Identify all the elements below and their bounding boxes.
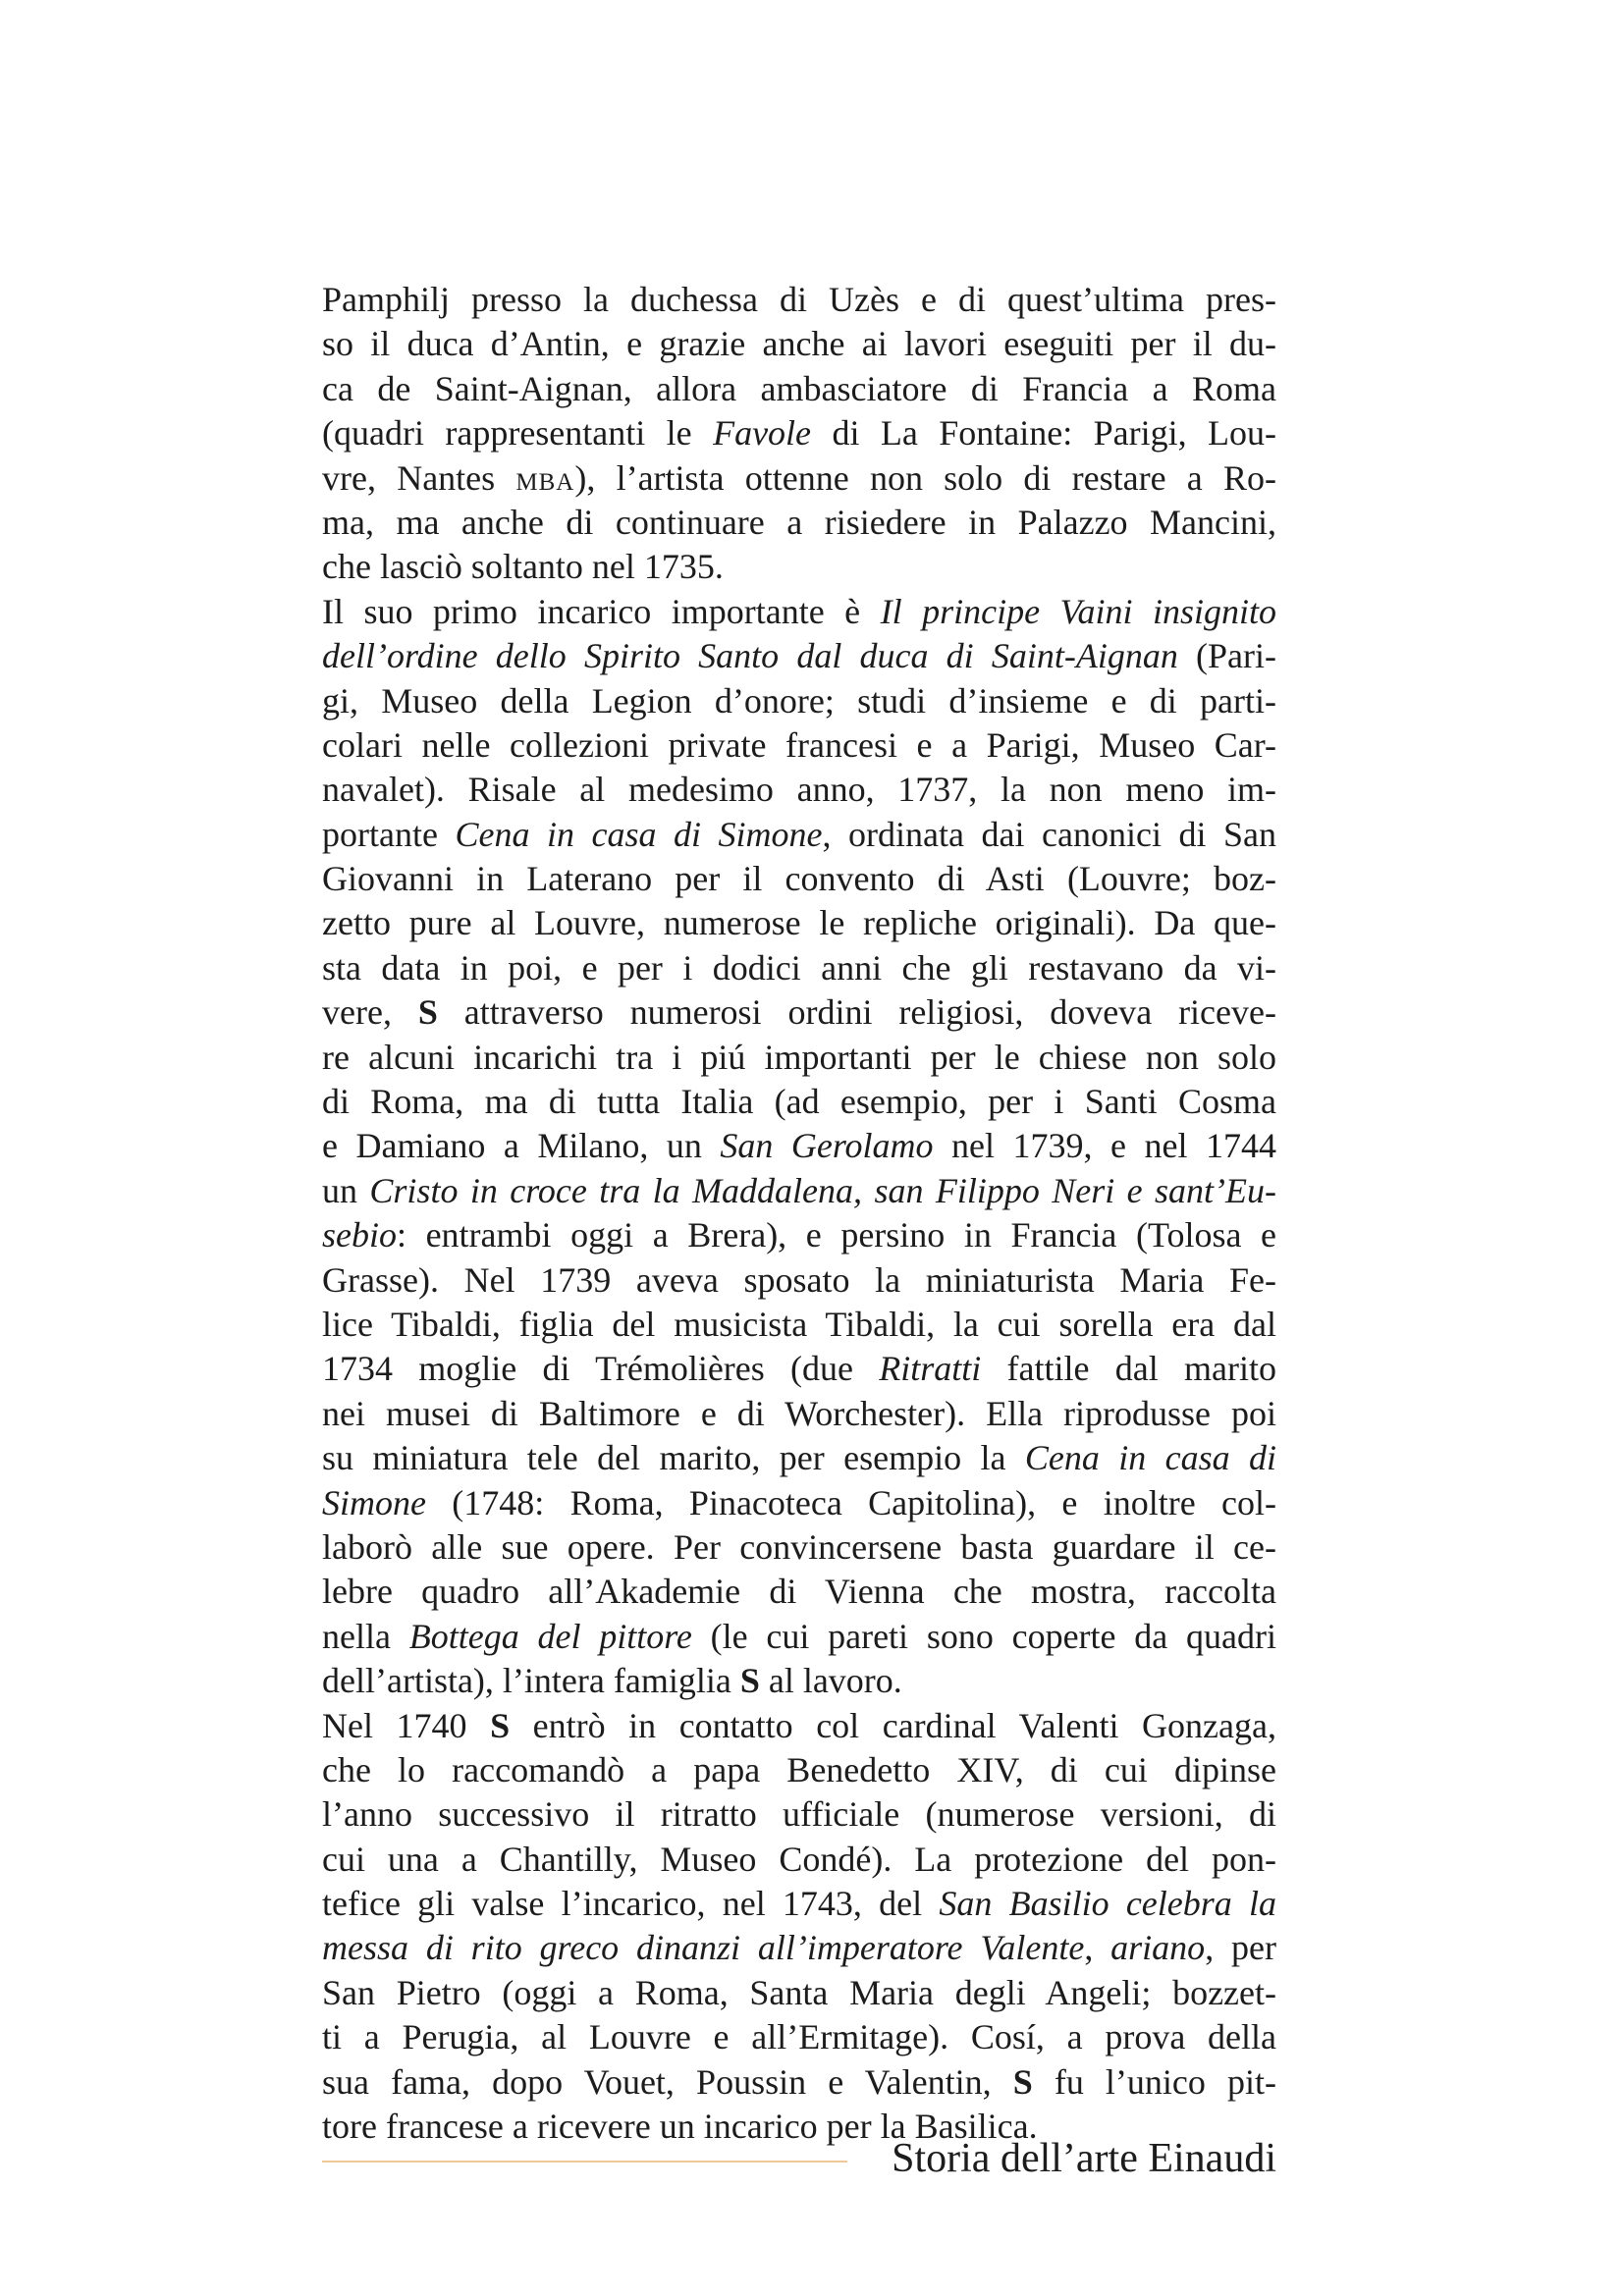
text-run: Il suo primo incarico importante è: [322, 591, 881, 631]
text-line: [322, 1436, 1276, 1480]
text-run: ma, ma anche di continuare a risiedere in Palazzo Mancini,: [322, 502, 1276, 542]
text-run: che lo raccomandò a papa Benedetto XIV, di cui dipinse: [322, 1749, 1276, 1789]
text-run: di Roma, ma di tutta Italia (ad esempio, per i Santi Cosma: [322, 1082, 1276, 1122]
text-run: di La Fontaine: Parigi, Lou-: [811, 413, 1276, 454]
text-line: [322, 813, 1276, 857]
text-run: su miniatura tele del marito, per esempio la: [322, 1438, 1025, 1478]
artist-initial: S: [417, 992, 438, 1033]
text-line: [322, 723, 1276, 768]
text-run: tore francese a ricevere un incarico per la Basilica.: [322, 2107, 1038, 2147]
italic-title: Cristo in croce tra la Maddalena, san Filippo Neri e sant’Eu-: [369, 1170, 1277, 1210]
text-run: colari nelle collezioni private francesi e a Parigi, Museo Car-: [322, 724, 1276, 765]
text-run: e Damiano a Milano, un: [322, 1126, 721, 1166]
text-run: ,: [1084, 1928, 1111, 1968]
footer-rule: [322, 2161, 847, 2163]
artist-initial: S: [490, 1705, 511, 1745]
italic-title: Cena in casa di: [1024, 1438, 1277, 1478]
text-line: [322, 1926, 1276, 1970]
italic-title: San Basilio celebra la: [939, 1884, 1276, 1924]
italic-title: messa di rito greco dinanzi all’imperatore Valente: [322, 1928, 1085, 1968]
text-run: ca de Saint-Aignan, allora ambasciatore di Francia a Roma: [322, 368, 1276, 408]
text-line: [322, 1882, 1276, 1926]
italic-title: Favole: [713, 413, 812, 454]
text-line: [322, 1748, 1276, 1792]
italic-title: Simone: [322, 1482, 426, 1522]
text-line: [322, 2060, 1276, 2105]
text-run: (quadri rappresentanti le: [322, 413, 714, 454]
text-line: [322, 679, 1276, 723]
text-line: [322, 1124, 1276, 1168]
text-line: [322, 1792, 1276, 1837]
text-line: [322, 456, 1276, 501]
text-line: [322, 1392, 1276, 1436]
text-line: [322, 1838, 1276, 1882]
text-line: [322, 1169, 1276, 1213]
artist-initial: S: [1012, 2061, 1033, 2102]
text-run: gi, Museo della Legion d’onore; studi d’insieme e di parti-: [322, 680, 1276, 721]
text-line: [322, 768, 1276, 812]
text-line: [322, 2015, 1276, 2059]
text-run: , per: [1205, 1928, 1276, 1968]
text-run: (1748: Roma, Pinacoteca Capitolina), e inoltre col-: [425, 1482, 1276, 1522]
italic-title: San Gerolamo: [720, 1126, 934, 1166]
text-run: un: [322, 1170, 370, 1210]
italic-title: Bottega del pittore: [408, 1616, 692, 1656]
text-line: [322, 322, 1276, 366]
text-line: [322, 545, 1276, 589]
italic-title: Ritratti: [879, 1349, 982, 1389]
text-run: : entrambi oggi a Brera), e persino in Francia (Tolosa e: [397, 1215, 1276, 1255]
text-run: nella: [322, 1616, 409, 1656]
text-run: Grasse). Nel 1739 aveva sposato la miniaturista Maria Fe-: [322, 1259, 1276, 1300]
text-line: [322, 1213, 1276, 1257]
text-run: al lavoro.: [759, 1661, 902, 1701]
text-line: [322, 1347, 1276, 1391]
text-line: [322, 1615, 1276, 1659]
italic-title: Cena in casa di Simone: [455, 814, 823, 854]
text-line: [322, 946, 1276, 990]
text-run: sta data in poi, e per i dodici anni che gli restavano da vi-: [322, 947, 1276, 988]
text-run: lice Tibaldi, figlia del musicista Tibaldi, la cui sorella era dal: [322, 1304, 1276, 1344]
text-run: sua fama, dopo Vouet, Poussin e Valentin,: [322, 2061, 1013, 2102]
text-run: zetto pure al Louvre, numerose le repliche originali). Da que-: [322, 903, 1276, 943]
italic-title: dell’ordine dello Spirito Santo dal duca di Saint-Aignan: [322, 636, 1178, 676]
text-run: mba: [515, 457, 575, 498]
text-run: vre, Nantes: [322, 457, 516, 498]
text-run: fu l’unico pit-: [1032, 2061, 1276, 2102]
text-run: navalet). Risale al medesimo anno, 1737, la non meno im-: [322, 770, 1276, 810]
text-line: [322, 857, 1276, 901]
text-line: [322, 1258, 1276, 1303]
text-run: cui una a Chantilly, Museo Condé). La protezione del pon-: [322, 1839, 1276, 1879]
text-run: (le cui pareti sono coperte da quadri: [691, 1616, 1276, 1656]
text-line: [322, 1525, 1276, 1570]
text-line: [322, 501, 1276, 545]
italic-title: ariano: [1110, 1928, 1206, 1968]
text-line: [322, 1659, 1276, 1703]
text-run: San Pietro (oggi a Roma, Santa Maria degli Angeli; bozzet-: [322, 1972, 1276, 2012]
text-run: (Pari-: [1177, 636, 1277, 676]
text-run: ), l’artista ottenne non solo di restare a Ro-: [574, 457, 1276, 498]
text-run: laborò alle sue opere. Per convincersene basta guardare il ce-: [322, 1526, 1276, 1567]
text-line: [322, 1080, 1276, 1124]
text-run: nei musei di Baltimore e di Worchester). Ella riprodusse poi: [322, 1393, 1276, 1433]
text-run: dell’artista), l’intera famiglia: [322, 1661, 740, 1701]
text-line: [322, 1036, 1276, 1080]
text-run: Nel 1740: [322, 1705, 491, 1745]
text-run: vere,: [322, 992, 418, 1033]
italic-title: sebio: [322, 1215, 397, 1255]
text-run: 1734 moglie di Trémolières (due: [322, 1349, 880, 1389]
text-run: tefice gli valse l’incarico, nel 1743, del: [322, 1884, 940, 1924]
text-run: Pamphilj presso la duchessa di Uzès e di quest’ultima pres-: [322, 280, 1276, 319]
text-run: re alcuni incarichi tra i piú importanti per le chiese non solo: [322, 1037, 1276, 1077]
text-run: , ordinata dai canonici di San: [822, 814, 1277, 854]
text-run: l’anno successivo il ritratto ufficiale (numerose versioni, di: [322, 1794, 1276, 1835]
text-line: [322, 634, 1276, 678]
text-line: [322, 1570, 1276, 1614]
text-run: ti a Perugia, al Louvre e all’Ermitage). Cosí, a prova della: [322, 2017, 1276, 2057]
text-line: [322, 990, 1276, 1035]
text-line: [322, 367, 1276, 411]
italic-title: Il principe Vaini insignito: [880, 591, 1276, 631]
text-run: so il duca d’Antin, e grazie anche ai lavori eseguiti per il du-: [322, 324, 1276, 364]
text-line: [322, 1481, 1276, 1525]
text-run: portante: [322, 814, 456, 854]
footer-title: Storia dell’arte Einaudi: [892, 2136, 1276, 2181]
text-run: che lasciò soltanto nel 1735.: [322, 547, 724, 587]
text-run: entrò in contatto col cardinal Valenti Gonzaga,: [510, 1705, 1276, 1745]
body-text: [322, 278, 1276, 2149]
text-line: [322, 1704, 1276, 1748]
text-line: [322, 411, 1276, 455]
text-line: [322, 901, 1276, 945]
artist-initial: S: [739, 1661, 760, 1701]
text-line: [322, 278, 1276, 322]
text-run: nel 1739, e nel 1744: [933, 1126, 1276, 1166]
text-run: fattile dal marito: [981, 1349, 1276, 1389]
text-line: [322, 1971, 1276, 2015]
text-run: attraverso numerosi ordini religiosi, doveva riceve-: [437, 992, 1276, 1033]
text-line: [322, 590, 1276, 634]
text-run: Giovanni in Laterano per il convento di Asti (Louvre; boz-: [322, 859, 1276, 899]
text-run: lebre quadro all’Akademie di Vienna che mostra, raccolta: [322, 1572, 1276, 1612]
text-line: [322, 1303, 1276, 1347]
